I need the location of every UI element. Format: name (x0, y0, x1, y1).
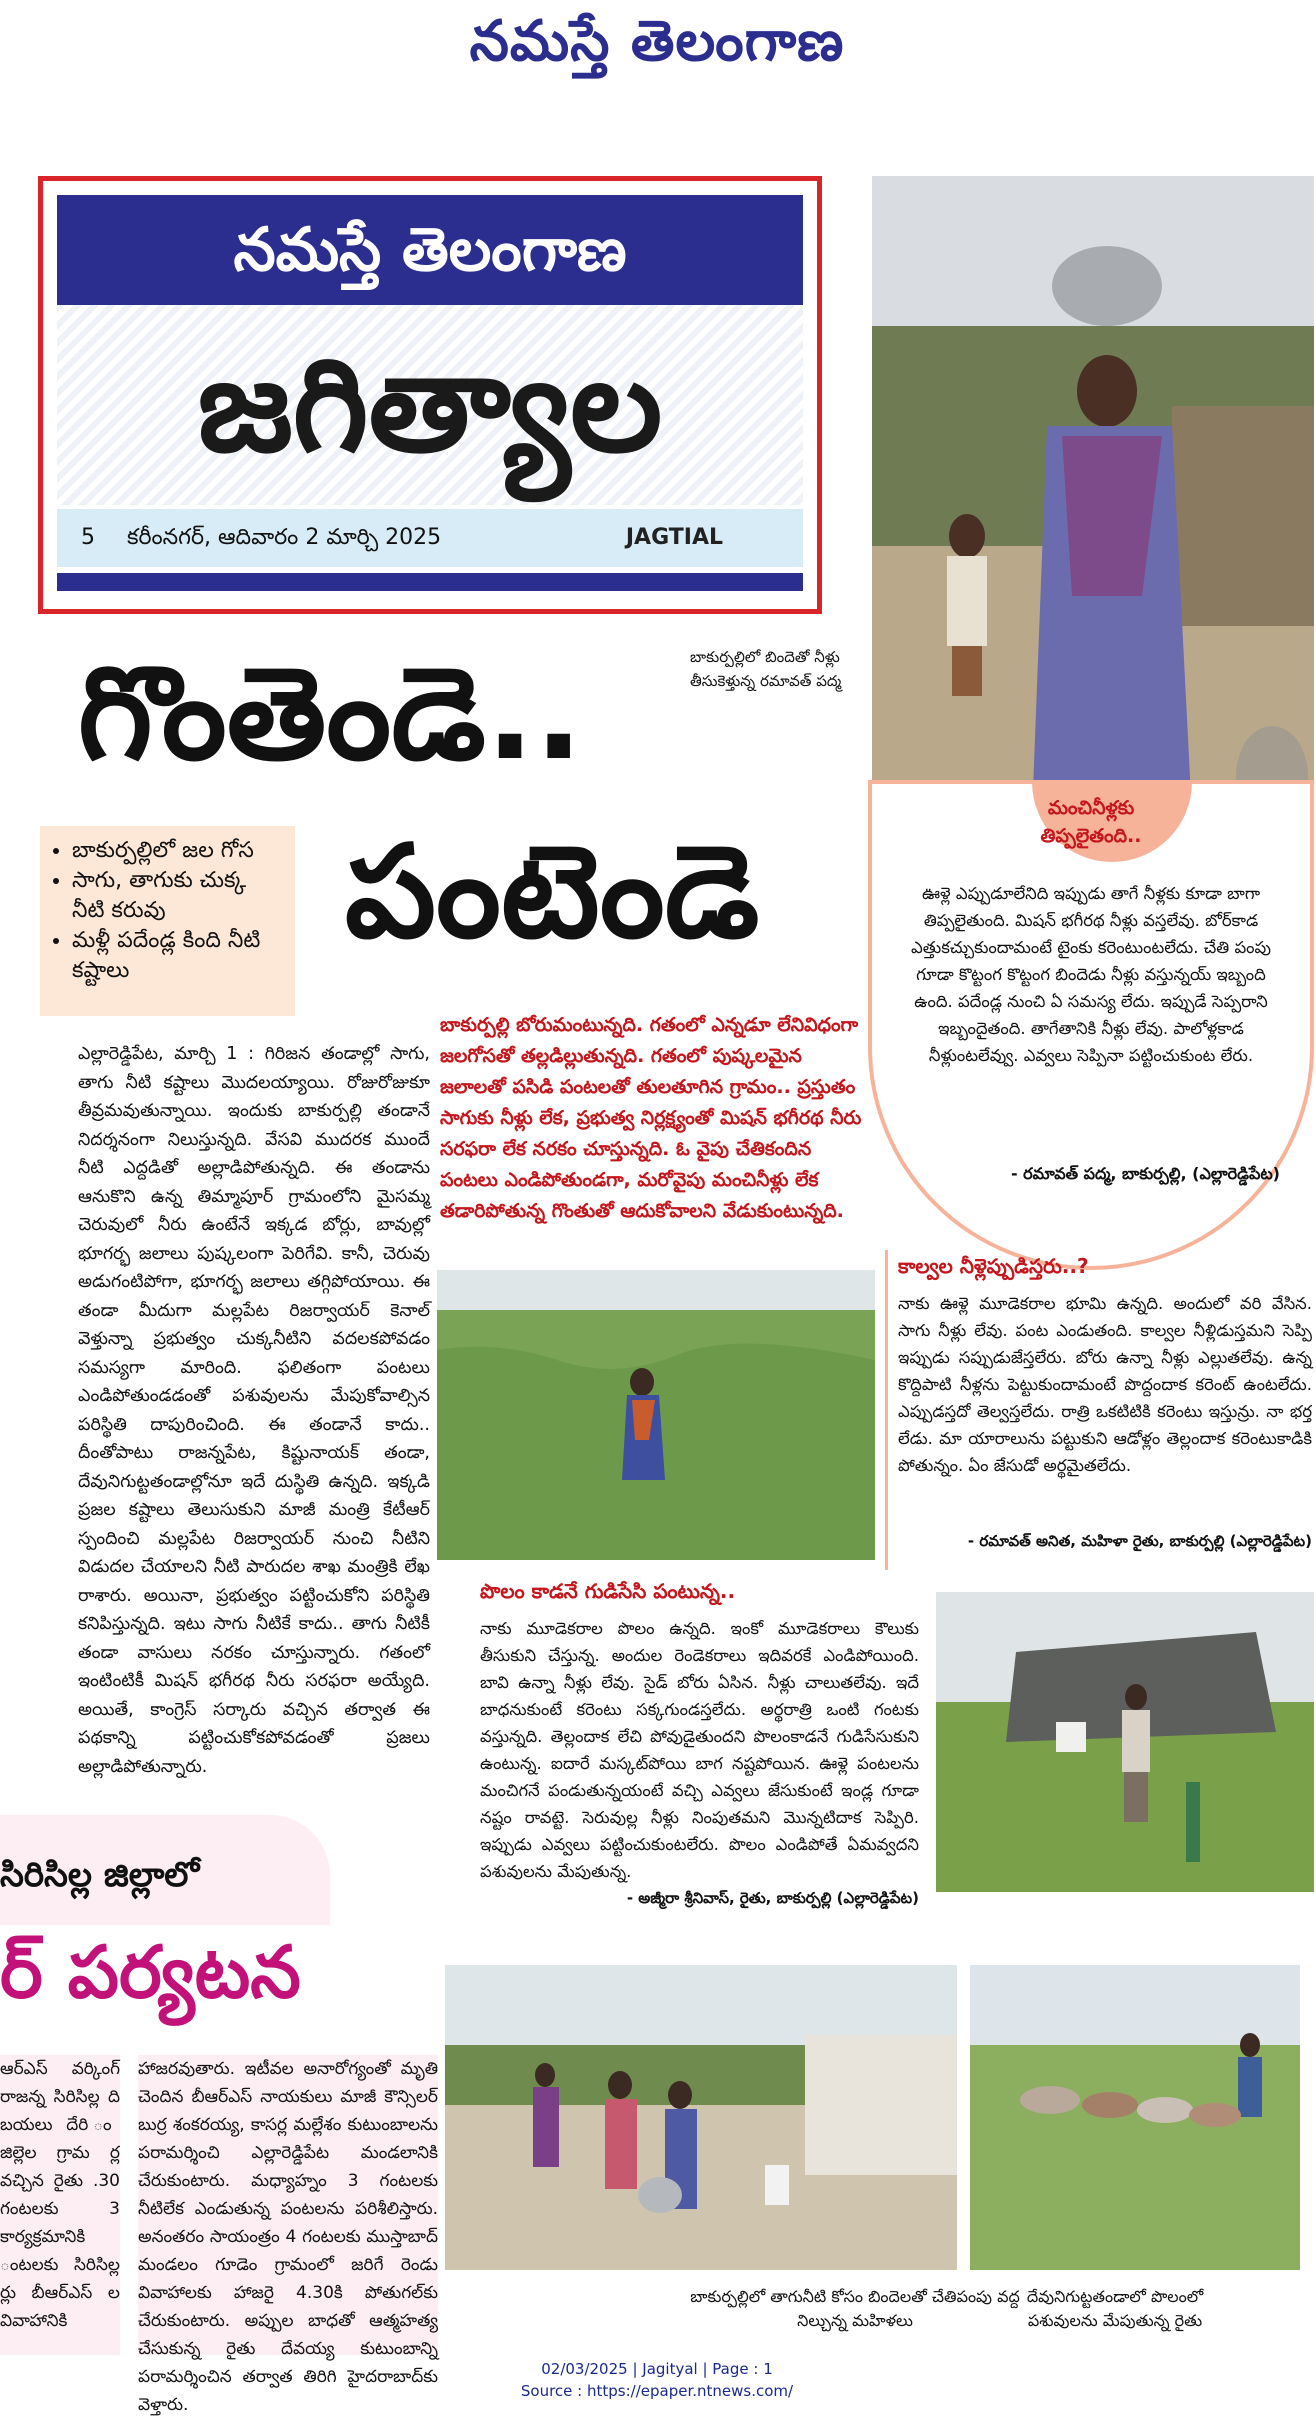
photo-farmer-hut-image (936, 1592, 1314, 1892)
quote-2-title: కాల్వల నీళ్లెప్పుడిస్తరు..? (898, 1254, 1089, 1278)
date-line: కరీంనగర్, ఆదివారం 2 మార్చి 2025 (127, 525, 442, 550)
article-lead: బాకుర్పల్లి బోరుమంటున్నది. గతంలో ఎన్నడూ లేనివిధంగా జలగోసతో తల్లడిల్లుతున్నది. గతంలో పుష్కలమైన జలాలతో పసిడి పంటలతో తులతూగిన గ్రామం.. ప్రస్తుతం సాగుకు నీళ్లు లేక, ప్రభుత్వ నిర్లక్ష్యంతో మిషన్ భగీరథ నీరు సరఫరా లేక నరకం చూస్తున్నది. ఓ వైపు చేతికందిన పంటలు ఎండిపోతుండగా, మరోవైపు మంచినీళ్లు లేక తడారిపోతున్న గొంతుతో ఆదుకోవాలని వేడుకుంటున్నది. (440, 1014, 862, 1222)
footer-source: Source : https://epaper.ntnews.com/ (520, 2382, 794, 2400)
photo-woman-water-pot (872, 176, 1314, 866)
edition-banner (38, 176, 822, 614)
side-story-headline: ర్ పర్యటన (0, 1930, 301, 2014)
article-body: ఎల్లారెడ్డిపేట, మార్చి 1 : గిరిజన తండాల్లో సాగు, తాగు నీటి కష్టాలు మొదలయ్యాయి. రోజురోజుకూ తీవ్రమవుతున్నాయి. ఇందుకు బాకుర్పల్లి తండానే నిదర్శనంగా నిలుస్తున్నది. వేసవి ముదరక ముందే నీటి ఎద్దడితో అల్లాడిపోతున్నది. ఈ తండాను ఆనుకొని ఉన్న తిమ్మాపూర్ గ్రామంలోని మైసమ్మ చెరువులో నీరు ఉంటేనే ఇక్కడ బోర్లు, బావుల్లో భూగర్భ జలాలు పుష్కలంగా పెరిగేవి. కానీ, చెరువు అడుగంటిపోగా, భూగర్భ జలాలు తగ్గిపోయాయి. ఈ తండా మీదుగా మల్లపేట రిజర్వాయర్ కెనాల్ వెళ్తున్నా ప్రభుత్వం చుక్కనీటిని వదలకపోవడం సమస్యగా మారింది. ఫలితంగా పంటలు ఎండిపోతుండడంతో పశువులను మేపుకోవాల్సిన పరిస్థితి దాపురించింది. ఈ తండానే కాదు.. దీంతోపాటు రాజన్నపేట, కిష్టునాయక్ తండా, దేవునిగుట్టతండాల్లోనూ ఇదే దుస్థితి ఉన్నది. ఇక్కడి ప్రజల కష్టాలు తెలుసుకుని మాజీ మంత్రి కేటీఆర్ స్పందించి మల్లపేట రిజర్వాయర్ నుంచి నీటిని విడుదల చేయాలని నీటి పారుదల శాఖ మంత్రికి లేఖ రాశారు. అయినా, ప్రభుత్వం పట్టించుకోని పరిస్థితి కనిపిస్తున్నది. ఇటు సాగు నీటికే కాదు.. తాగు నీటికీ తండా వాసులు నరకం చూస్తున్నారు. గతంలో ఇంటింటికీ మిషన్ భగీరథ నీరు సరఫరా అయ్యేది. అయితే, కాంగ్రెస్ సర్కారు వచ్చిన తర్వాత ఈ పథకాన్ని పట్టించుకోకపోవడంతో ప్రజలు అల్లాడిపోతున్నారు. (78, 1044, 430, 1777)
quote-box-2 (885, 1250, 1316, 1570)
bottom-caption-right: దేవునిగుట్టతండాలో పొలంలో పశువులను మేపుతున్న రైతు (1026, 2287, 1204, 2330)
masthead-title: నమస్తే తెలంగాణ (469, 8, 845, 74)
quote-3-title: పొలం కాడనే గుడిసేసి పంటున్న.. (480, 1579, 736, 1603)
photo-woman-in-field-image (437, 1270, 875, 1560)
quote-box-1 (868, 780, 1314, 1270)
photo-women-at-handpump-image (445, 1965, 957, 2270)
bottom-caption-left: బాకుర్పల్లిలో తాగునీటి కోసం బిందెలతో చేతిపంపు వద్ద నిల్చున్న మహిళలు (690, 2287, 1020, 2330)
page-number: 5 (81, 525, 95, 550)
edition-strip (57, 509, 803, 567)
photo-women-at-handpump (445, 1965, 957, 2270)
quote-1-title: మంచినీళ్లకు తిప్పలైతంది.. (1040, 797, 1142, 847)
headline-line-1: గొంతెండె.. (78, 640, 584, 789)
photo-farmer-hut (936, 1592, 1314, 1892)
edition-paper-name: నమస్తే తెలంగాణ (57, 195, 803, 305)
quote-box-3 (470, 1575, 925, 1935)
footer-info: 02/03/2025 | Jagityal | Page : 1 (541, 2360, 773, 2378)
highlight-item: • మళ్లీ పదేండ్ల కింది నీటి కష్టాలు (72, 926, 281, 986)
quote-1-source: - రమావత్ పద్మ, బాకుర్పల్లి, (ఎల్లారెడ్డిపేట) (1010, 1164, 1280, 1183)
highlight-item: • సాగు, తాగుకు చుక్క నీటి కరువు (72, 866, 281, 926)
quote-3-text: నాకు మూడెకరాల పొలం ఉన్నది. ఇంకో మూడెకరాలు కౌలుకు తీసుకుని చేస్తున్న. అందుల రెండెకరాలు ఇదివరకే ఎండిపోయింది. బావి ఉన్నా నీళ్లు లేవు. సైడ్ బోరు ఏసిన. నీళ్లు చాలుతలేవు. ఇదే బాధనుకుంటే కరెంటు సక్కగుండస్తలేదు. అర్థరాత్రి ఒంటి గంటకు వస్తున్నది. తెల్లందాక లేచి పోవుడైతుందని పొలంకాడనే గుడిసేసుకుని ఉంటున్న. ఐదారే మస్కట్‌పోయి బాగ నష్టపోయిన. ఊళ్లె పంటలను మంచిగనే పండుతున్నయంటే వచ్చి ఎవ్వలు జేసుకుంటే ఇండ్ల గూడా నష్టం రావట్టె. సెరువుల్ల నీళ్లు నింపుతమని మొన్నటిదాక సెప్పిరి. ఇప్పుడు ఎవ్వలు పట్టించుకుంటలేరు. పొలం ఎండిపోతే ఏమవ్వదని పశువులను మేపుతున్న. (480, 1619, 919, 1881)
edition-district: జగిత్యాల (57, 305, 803, 505)
side-story-right-col: హాజరవుతారు. ఇటీవల అనారోగ్యంతో మృతి చెందిన బీఆర్ఎస్ నాయకులు మాజీ కౌన్సిలర్ బుర్ర శంకరయ్య, కాసర్ల మల్లేశం కుటుంబాలను పరామర్శించి ఎల్లారెడ్డిపేట మండలానికి చేరుకుంటారు. మధ్యాహ్నం 3 గంటలకు నీటిలేక ఎండుతున్న పంటలను పరిశీలిస్తారు. అనంతరం సాయంత్రం 4 గంటలకు ముస్తాబాద్ మండలం గూడెం గ్రామంలో జరిగే రెండు వివాహాలకు హాజరై 4.30కి పోతుగల్‌కు చేరుకుంటారు. అప్పుల బాధతో ఆత్మహత్య చేసుకున్న రైతు దేవయ్య కుటుంబాన్ని పరామర్శించిన తర్వాత తిరిగి హైదరాబాద్‌కు వెళ్తారు. (138, 2055, 438, 2355)
photo-woman-in-field (437, 1270, 875, 1560)
highlight-item: • బాకుర్పల్లిలో జల గోస (72, 836, 281, 866)
quote-2-source: - రమావత్ అనిత, మహిళా రైతు, బాకుర్పల్లి (ఎల్లారెడ్డిపేట) (967, 1532, 1312, 1550)
side-story-left-col: ఆర్ఎస్ వర్కింగ్ రాజన్న సిరిసిల్ల ది బయలు దేరి ం జిల్లెల గ్రామ ర్ల వచ్చిన రైతు .30 గంటలకు 3 కార్యక్రమానికి ంటలకు సిరిసిల్ల ర్లు బీఆర్ఎస్ ల వివాహానికి (0, 2055, 120, 2355)
top-photo-caption: బాకుర్పల్లిలో బిందెతో నీళ్లు తీసుకెళ్తున్న రమావత్ పద్మ (690, 648, 842, 690)
quote-2-text: నాకు ఊళ్లె మూడెకరాల భూమి ఉన్నది. అందులో వరి వేసిన. సాగు నీళ్లు లేవు. పంట ఎండుతంది. కాల్వల నీళ్లిడుస్తమని సెప్పి ఇప్పుడు సప్పుడుజేస్తలేరు. బోరు ఉన్నా నీళ్లు ఎల్లుతలేవు. ఉన్న కొద్దిపాటి నీళ్లను పెట్టుకుందామంటే పొద్దందాక కరెంట్ ఉంటలేదు. ఎప్పుడస్తదో తెల్వస్తలేదు. రాత్రి ఒకటిటికి కరెంటు ఇస్తున్రు. నా భర్త లేడు. మా యారాలును పట్టుకుని ఆడోళ్లం తెల్లందాక కరెంటుకాడికి పోతున్నం. ఏం జేసుడో అర్థమైతలేదు. (898, 1294, 1312, 1475)
headline-line-2: పంటెండె (345, 818, 760, 967)
edition-bar (57, 573, 803, 591)
photo-cattle-grazing (970, 1965, 1300, 2270)
side-story-kicker-wrap (0, 1815, 430, 1930)
photo-cattle-grazing-image (970, 1965, 1300, 2270)
photo-woman-water-pot-image (872, 176, 1314, 866)
edition-place: JAGTIAL (625, 525, 723, 550)
quote-1-text: ఊళ్లె ఎప్పుడూలేనిది ఇప్పుడు తాగే నీళ్లకు కూడా బాగా తిప్పలైతుంది. మిషన్ భగీరథ నీళ్లు వస్తలేవు. బోర్‌కాడ ఎత్తుకచ్చుకుందామంటే టైంకు కరెంటుంటలేదు. చేతి పంపు గూడా కొట్టంగ కొట్టంగ బిందెడు నీళ్లు వస్తున్నయ్ ఇబ్బంది ఉంది. పదేండ్ల నుంచి ఏ సమస్య లేదు. ఇప్పుడే సెప్పరాని ఇబ్బందైతంది. తాగేతానికి నీళ్లు లేవు. పాలోళ్లకాడ నీళ్లుంటలేవ్వు. ఎవ్వలు సెప్పినా పట్టించుకుంట లేరు. (910, 884, 1272, 1065)
side-story-kicker: సిరిసిల్ల జిల్లాలో (0, 1855, 200, 1895)
highlights-box (40, 826, 295, 1016)
quote-3-source: - అజ్మీరా శ్రీనివాస్, రైతు, బాకుర్పల్లి (ఎల్లారెడ్డిపేట) (626, 1889, 919, 1907)
